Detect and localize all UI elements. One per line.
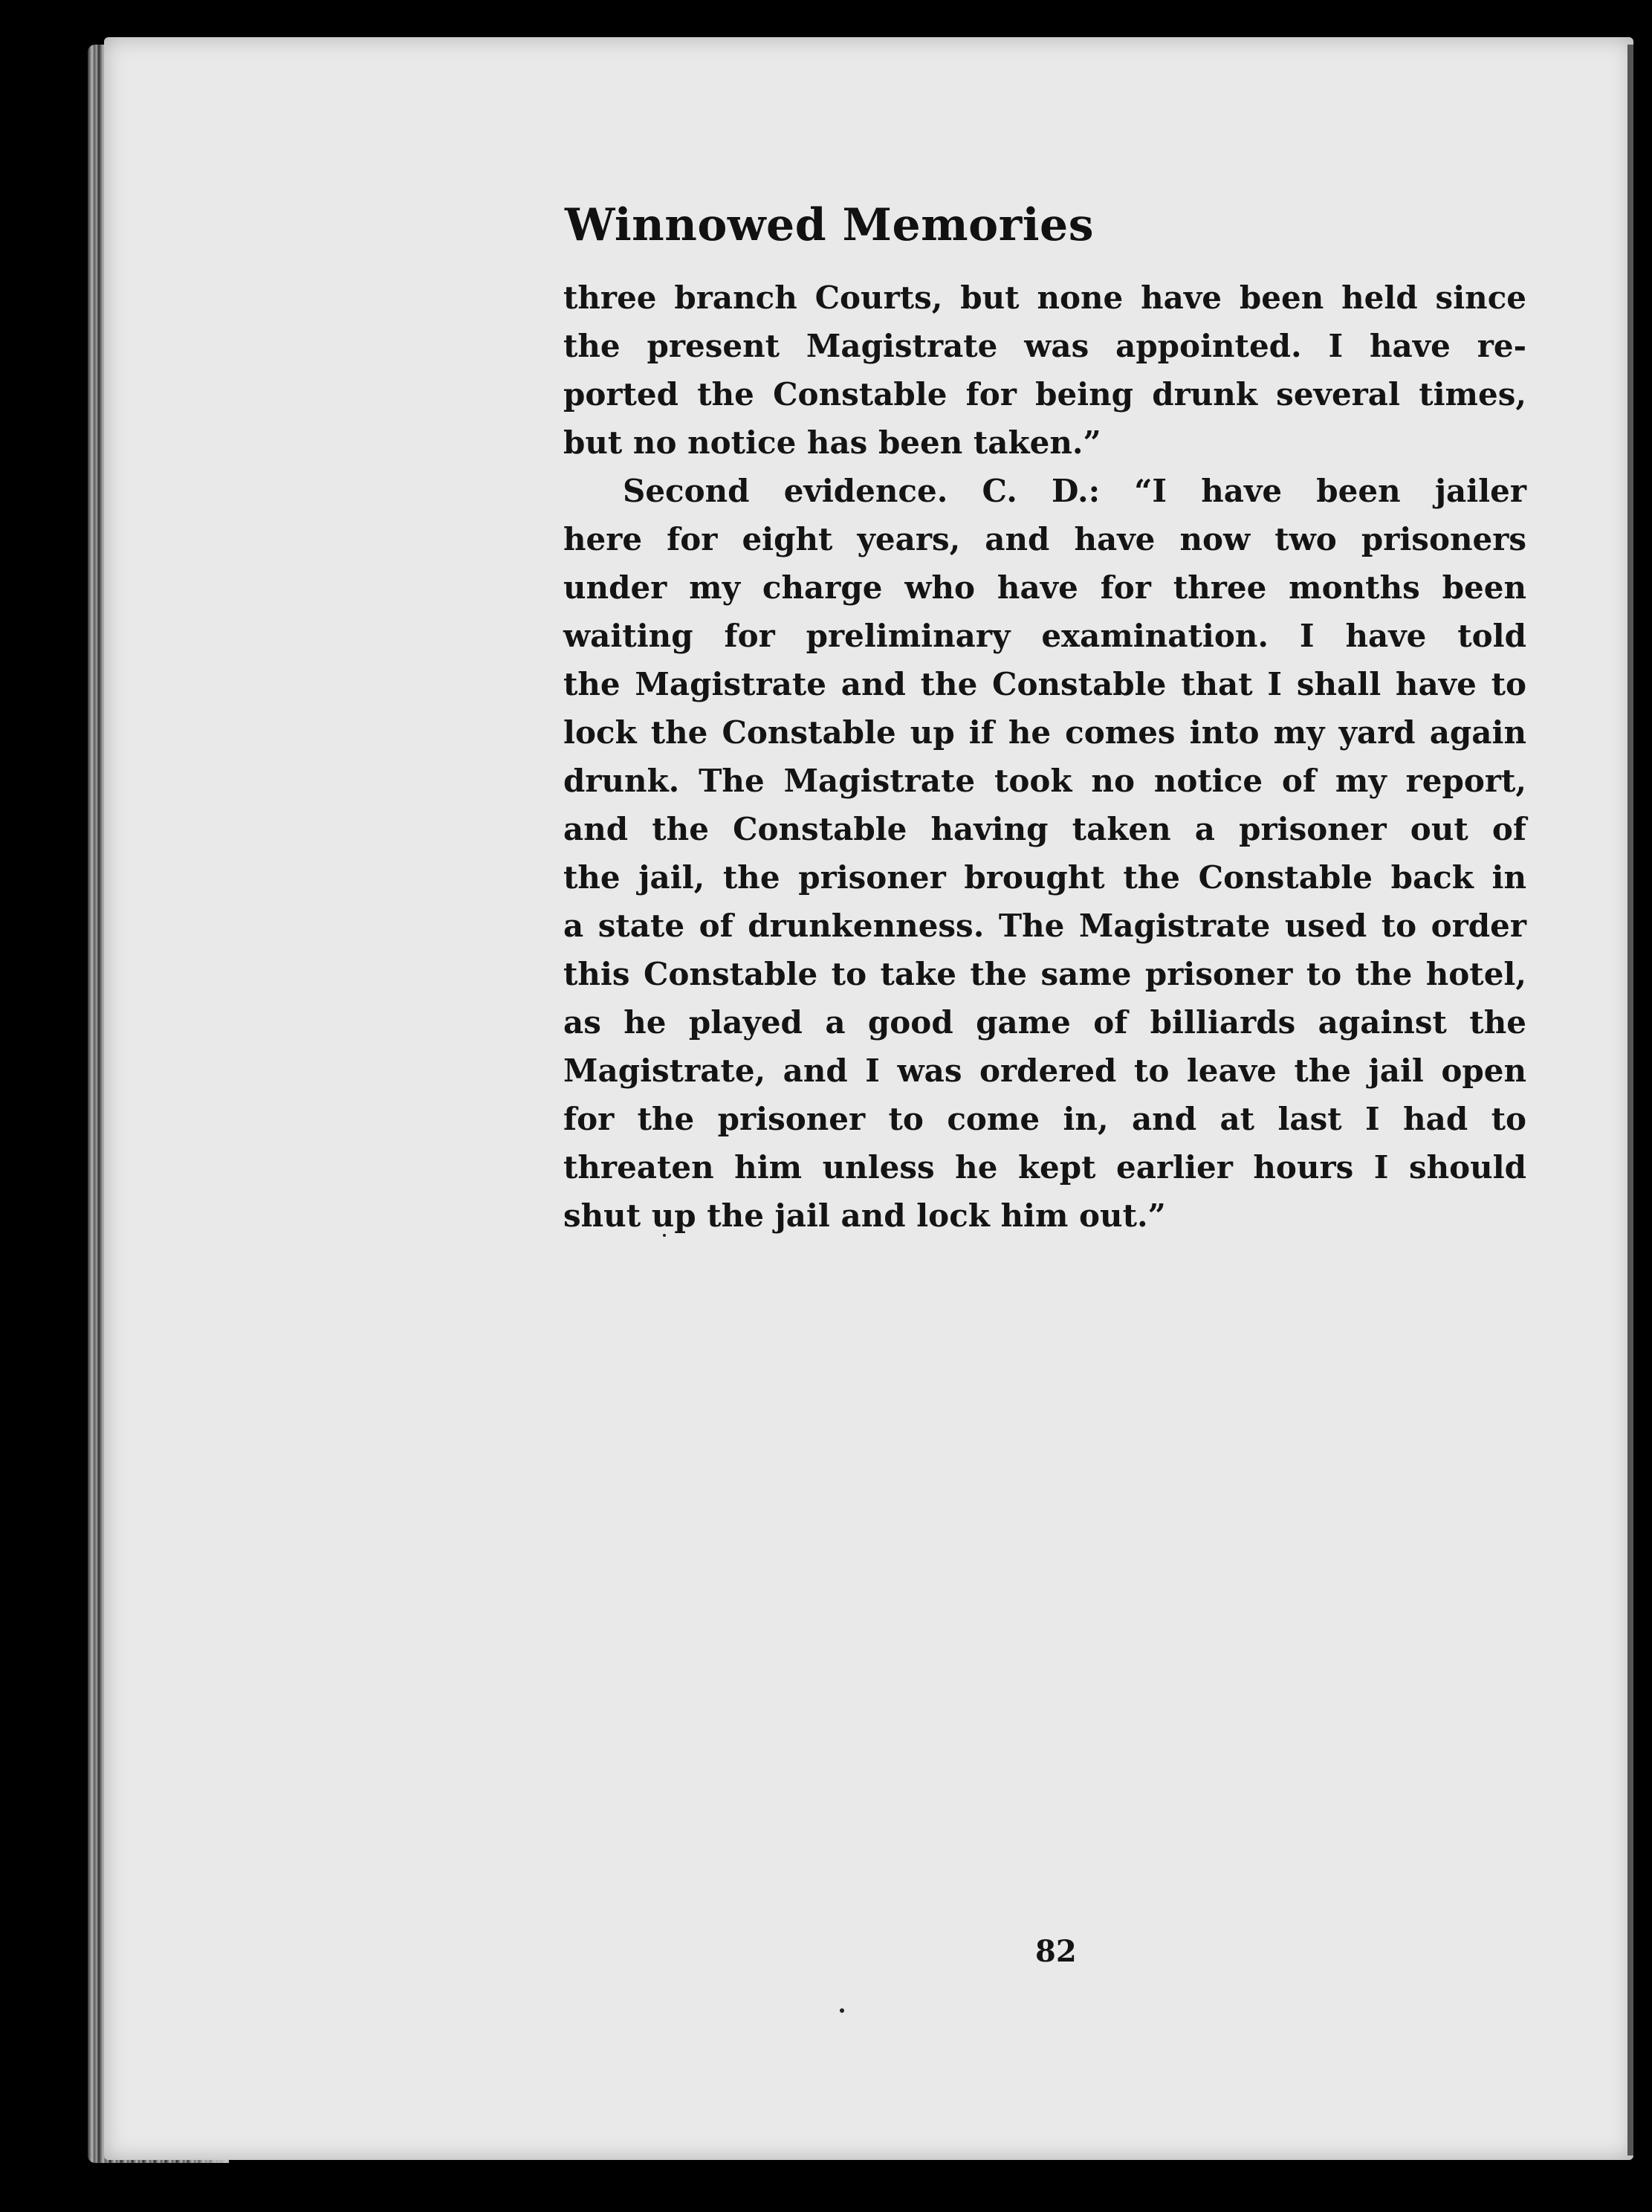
text-line: waiting for preliminary examination. I have told — [563, 618, 1526, 654]
text-line: threaten him unless he kept earlier hours I should — [563, 1149, 1526, 1186]
text-line: ported the Constable for being drunk several times, — [563, 376, 1526, 413]
page-right-edge — [1627, 45, 1633, 2156]
text-line: this Constable to take the same prisoner to the hotel, — [563, 956, 1526, 992]
text-line: and the Constable having taken a prisoner out of — [563, 811, 1526, 847]
text-line: for the prisoner to come in, and at last I had to — [563, 1101, 1526, 1137]
body-text — [563, 274, 1526, 1240]
text-line: here for eight years, and have now two prisoners — [563, 521, 1526, 557]
running-head: Winnowed Memories — [565, 199, 1095, 251]
text-line: under my charge who have for three months been — [563, 569, 1526, 606]
scan-speck — [663, 1234, 666, 1237]
text-line: as he played a good game of billiards against the — [563, 1004, 1526, 1041]
text-line-paragraph-start: Second evidence. C. D.: “I have been jailer — [623, 473, 1526, 509]
text-line: shut up the jail and lock him out.” — [563, 1197, 1166, 1234]
page-number: 82 — [1035, 1934, 1077, 1969]
text-line: the Magistrate and the Constable that I shall have to — [563, 666, 1526, 702]
text-line: lock the Constable up if he comes into my yard again — [563, 714, 1526, 751]
text-line: the present Magistrate was appointed. I have re- — [563, 328, 1526, 364]
text-line: the jail, the prisoner brought the Constable back in — [563, 859, 1526, 896]
text-line: drunk. The Magistrate took no notice of my report, — [563, 763, 1526, 799]
text-line: three branch Courts, but none have been held since — [563, 279, 1526, 316]
text-line: but no notice has been taken.” — [563, 424, 1101, 461]
text-line: Magistrate, and I was ordered to leave the jail open — [563, 1052, 1526, 1089]
text-line: a state of drunkenness. The Magistrate used to order — [563, 908, 1526, 944]
scan-speck — [840, 2008, 844, 2013]
